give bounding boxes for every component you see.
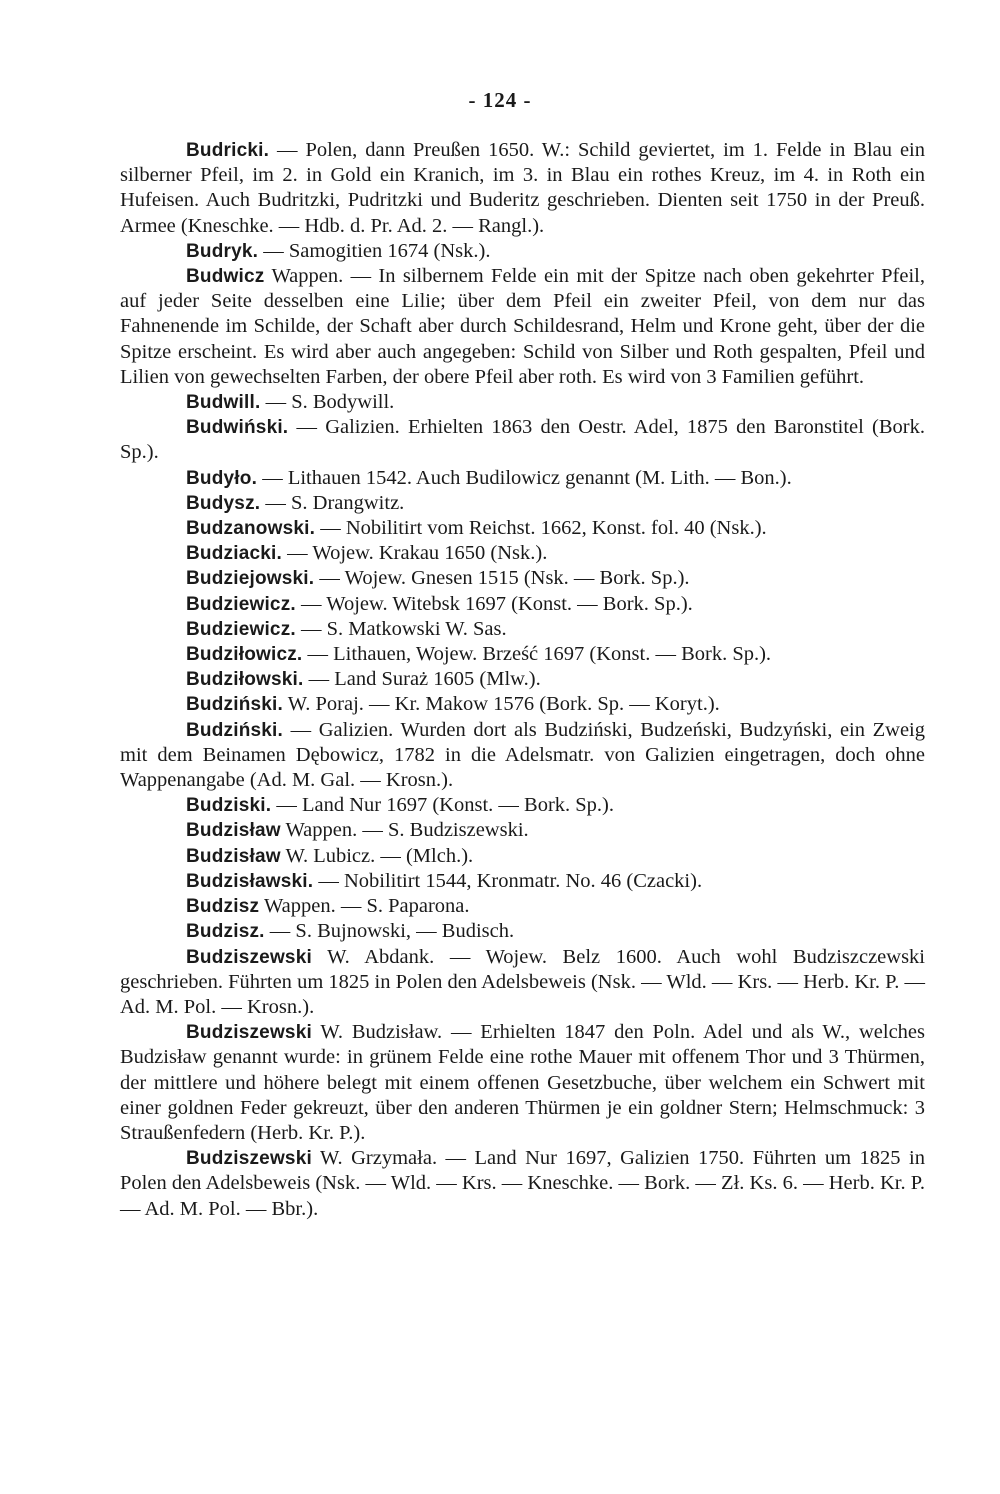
entry — [120, 818, 925, 843]
entry-headword: Budzisław — [186, 845, 281, 867]
entry-text: W. Budzisław. — Erhielten 1847 den Poln. Adel und als W., welches Budzisław genannt wurde: in grünem Felde eine rothe Mauer mit offenem Thor und 3 Thürmen, der mittlere und höhere belegt mit einem offenen Gesetzbuche, über welchem ein Schwert mit einer goldnen Feder gekreuzt, über den anderen Thürmen je ein goldner Stern; Helmschmuck: 3 Straußenfedern (Herb. Kr. P.). — [120, 1021, 925, 1144]
entry-headword: Budziszewski — [186, 1022, 312, 1044]
entry-headword: Budwiński. — [186, 417, 289, 439]
entry-headword: Budyło. — [186, 467, 258, 489]
entry-headword: Budziłowski. — [186, 669, 304, 691]
entry-text: — Land Suraż 1605 (Mlw.). — [303, 668, 541, 691]
entry-text: Wappen. — S. Budziszewski. — [280, 819, 529, 842]
entry-text: W. Poraj. — Kr. Makow 1576 (Bork. Sp. — Koryt.). — [283, 693, 720, 716]
entry — [120, 566, 925, 591]
entry — [120, 1146, 925, 1222]
entry-text: — Wojew. Gnesen 1515 (Nsk. — Bork. Sp.). — [314, 567, 690, 590]
entry-headword: Budzisławski. — [186, 870, 314, 892]
entry — [120, 793, 925, 818]
entry-headword: Budziszewski — [186, 946, 312, 968]
entry-headword: Budzisław — [186, 820, 281, 842]
entry-text: — Nobilitirt vom Reichst. 1662, Konst. fol. 40 (Nsk.). — [315, 517, 767, 540]
entry-text: — Lithauen 1542. Auch Budilowicz genannt (M. Lith. — Bon.). — [257, 466, 792, 489]
entry-headword: Budricki. — [186, 140, 270, 161]
entry-headword: Budysz. — [186, 492, 261, 514]
entry-text: W. Lubicz. — (Mlch.). — [280, 844, 474, 867]
entry — [120, 491, 925, 516]
entry — [120, 869, 925, 894]
entry-headword: Budzisz. — [186, 921, 265, 943]
entry-headword: Budzisz — [186, 896, 260, 918]
entry-text: — Wojew. Krakau 1650 (Nsk.). — [281, 542, 548, 565]
entry-text: — Lithauen, Wojew. Brześć 1697 (Konst. — Bork. Sp.). — [302, 643, 772, 666]
dictionary-entries — [120, 138, 925, 1222]
entry-text: — Galizien. Erhielten 1863 den Oestr. Adel, 1875 den Baronstitel (Bork. Sp.). — [120, 416, 925, 464]
entry-text: — Land Nur 1697 (Konst. — Bork. Sp.). — [271, 794, 615, 817]
entry-headword: Budziewicz. — [186, 593, 296, 615]
entry — [120, 894, 925, 919]
entry — [120, 415, 925, 465]
entry — [120, 667, 925, 692]
entry — [120, 390, 925, 415]
entry-text: W. Grzymała. — Land Nur 1697, Galizien 1750. Führten um 1825 in Polen den Adelsbeweis (Nsk. — Wld. — Krs. — Kneschke. — Bork. — Zł. Ks. 6. — Herb. Kr. P. — Ad. M. Pol. — Bbr.). — [120, 1147, 925, 1220]
entry — [120, 541, 925, 566]
entry-headword: Budziejowski. — [186, 568, 315, 590]
entry — [120, 718, 925, 794]
entry — [120, 945, 925, 1021]
entry — [120, 617, 925, 642]
entry — [120, 919, 925, 944]
entry-text: — S. Bujnowski, — Budisch. — [264, 920, 515, 943]
entry-text: — Nobilitirt 1544, Kronmatr. No. 46 (Czacki). — [313, 869, 703, 892]
entry-text: — Polen, dann Preußen 1650. W.: Schild geviertet, im 1. Felde in Blau ein silberner Pfeil, im 2. in Gold ein Kranich, im 3. in Blau ein rothes Kreuz, im 4. in Roth ein Hufeisen. Auch Budritzki, Pudritzki und Buderitz geschrieben. Dienten seit 1750 in der Preuß. Armee (Kneschke. — Hdb. d. Pr. Ad. 2. — Rangl.). — [120, 139, 925, 237]
entry-headword: Budzanowski. — [186, 518, 316, 540]
entry-text: — Galizien. Wurden dort als Budziński, Budzeński, Budzyński, ein Zweig mit dem Beinamen Dębowicz, 1782 in die Adelsmatr. von Galizien eingetragen, doch ohne Wappenangabe (Ad. M. Gal. — Krosn.). — [120, 718, 925, 792]
entry-headword: Budziński. — [186, 719, 284, 741]
entry — [120, 844, 925, 869]
entry-headword: Budwill. — [186, 392, 261, 414]
page-number: - 124 - — [468, 88, 532, 112]
entry — [120, 1020, 925, 1146]
entry — [120, 592, 925, 617]
entry-headword: Budziński. — [186, 694, 284, 716]
entry — [120, 642, 925, 667]
entry-headword: Budziacki. — [186, 543, 282, 565]
entry — [120, 516, 925, 541]
entry-text: — S. Drangwitz. — [260, 491, 405, 514]
entry-text: — S. Bodywill. — [260, 391, 395, 414]
entry-headword: Budwicz — [186, 266, 265, 288]
entry-headword: Budziłowicz. — [186, 644, 303, 666]
entry — [120, 239, 925, 264]
entry-headword: Budryk. — [186, 240, 259, 262]
entry-headword: Budziski. — [186, 795, 272, 817]
entry-text: Wappen. — In silbernem Felde ein mit der Spitze nach oben gekehrter Pfeil, auf jeder Seite desselben eine Lilie; über dem Pfeil ein zweiter Pfeil, von dem nur das Fahnenende im Schilde, der Schaft aber durch Schildesrand, Helm und Krone geht, über der die Spitze erscheint. Es wird aber auch angegeben: Schild von Silber und Roth gespalten, Pfeil und Lilien von gewechselten Farben, der obere Pfeil aber roth. Es wird von 3 Familien geführt. — [120, 265, 925, 388]
entry — [120, 466, 925, 491]
entry-headword: Budziewicz. — [186, 618, 296, 640]
entry-text: — S. Matkowski W. Sas. — [295, 617, 507, 640]
entry-text: Wappen. — S. Paparona. — [259, 895, 470, 918]
entry-text: — Samogitien 1674 (Nsk.). — [258, 239, 491, 262]
entry-text: W. Abdank. — Wojew. Belz 1600. Auch wohl Budziszczewski geschrieben. Führten um 1825 in Polen den Adelsbeweis (Nsk. — Wld. — Krs. — Herb. Kr. P. — Ad. M. Pol. — Krosn.). — [120, 945, 925, 1018]
entry — [120, 138, 925, 239]
entry — [120, 692, 925, 717]
entry-headword: Budziszewski — [186, 1148, 312, 1170]
entry-text: — Wojew. Witebsk 1697 (Konst. — Bork. Sp.). — [295, 592, 693, 615]
entry — [120, 264, 925, 390]
